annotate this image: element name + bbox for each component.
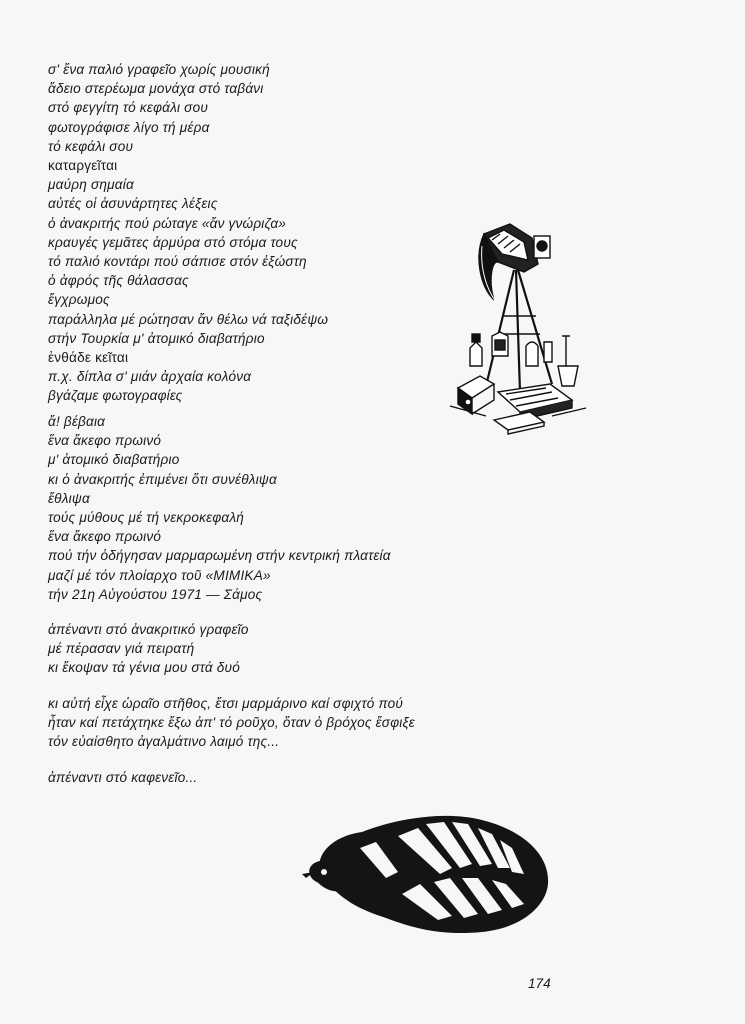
camera-illustration bbox=[440, 216, 590, 440]
stanza-5 bbox=[48, 768, 197, 787]
poem-line: τό κεφάλι σου bbox=[48, 138, 134, 154]
stanza-3 bbox=[48, 620, 249, 678]
poem-line: μαζί μέ τόν πλοίαρχο τοῦ «ΜΙΜΙΚΑ» bbox=[48, 567, 271, 583]
poem-line: μέ πέρασαν γιά πειρατή bbox=[48, 641, 195, 657]
poem-line: κι αὐτή εἶχε ὡραῖο στῆθος, ἔτσι μαρμάρινο καί σφιχτό πού bbox=[48, 696, 404, 711]
page-number: 174 bbox=[528, 976, 551, 991]
poem-line: σ' ἕνα παλιό γραφεῖο χωρίς μουσική bbox=[48, 62, 270, 77]
poem-line: τήν 21η Αὐγούστου 1971 — Σάμος bbox=[48, 586, 263, 602]
poem-line: ἔγχρωμος bbox=[48, 292, 110, 308]
poem-line: κι ὁ ἀνακριτής ἐπιμένει ὅτι συνέθλιψα bbox=[48, 471, 277, 487]
poem-line: μ' ἀτομικό διαβατήριο bbox=[48, 452, 180, 468]
poem-line: ἕνα ἄκεφο πρωινό bbox=[48, 433, 162, 449]
poem-line: βγάζαμε φωτογραφίες bbox=[48, 388, 183, 404]
poem-line: ὁ ἀφρός τῆς θάλασσας bbox=[48, 273, 189, 289]
poem-line: αὐτές οἱ ἀσυνάρτητες λέξεις bbox=[48, 196, 218, 212]
poem-line: καταργεῖται bbox=[48, 158, 118, 174]
poem-line: κι ἔκοψαν τά γένια μου στά δυό bbox=[48, 660, 240, 676]
poem-line: ἕνα ἄκεφο πρωινό bbox=[48, 529, 162, 545]
poem-line: τούς μύθους μέ τή νεκροκεφαλή bbox=[48, 510, 244, 526]
poem-line: ἄδειο στερέωμα μονάχα στό ταβάνι bbox=[48, 81, 264, 97]
poem-line: μαύρη σημαία bbox=[48, 177, 134, 193]
poem-line: π.χ. δίπλα σ' μιάν ἀρχαία κολόνα bbox=[48, 369, 252, 385]
stanza-1 bbox=[48, 60, 328, 406]
poem-line: τόν εὐαίσθητο ἀγαλμάτινο λαιμό της... bbox=[48, 734, 280, 750]
bird-woodcut bbox=[302, 806, 552, 936]
poem-line: κραυγές γεμᾶτες ἁρμύρα στό στόμα τους bbox=[48, 234, 298, 250]
poem-line: παράλληλα μέ ρώτησαν ἄν θέλω νά ταξιδέψω bbox=[48, 311, 329, 327]
poem-line: ὁ ἀνακριτής πού ρώταγε «ἄν γνώριζα» bbox=[48, 215, 287, 231]
stanza-2 bbox=[48, 412, 391, 604]
poem-line: ἀπέναντι στό καφενεῖο... bbox=[48, 770, 198, 785]
poem-line: στήν Τουρκία μ' ἀτομικό διαβατήριο bbox=[48, 330, 265, 346]
poem-line: τό παλιό κοντάρι πού σάπισε στόν ἐξώστη bbox=[48, 254, 307, 270]
poem-line: ἦταν καί πετάχτηκε ἔξω ἀπ' τό ροῦχο, ὅταν ὁ βρόχος ἔσφιξε bbox=[48, 715, 415, 731]
poem-line: πού τήν ὁδήγησαν μαρμαρωμένη στήν κεντρική πλατεία bbox=[48, 548, 391, 564]
poem-line: ἐνθάδε κεῖται bbox=[48, 350, 129, 366]
poem-line: ἔθλιψα bbox=[48, 490, 90, 506]
stanza-4 bbox=[48, 694, 415, 752]
poem-line: ἄ! βέβαια bbox=[48, 414, 106, 429]
poem-line: ἀπέναντι στό ἀνακριτικό γραφεῖο bbox=[48, 622, 249, 637]
poem-line: στό φεγγίτη τό κεφάλι σου bbox=[48, 100, 209, 116]
poem-line: φωτογράφισε λίγο τή μέρα bbox=[48, 119, 210, 135]
